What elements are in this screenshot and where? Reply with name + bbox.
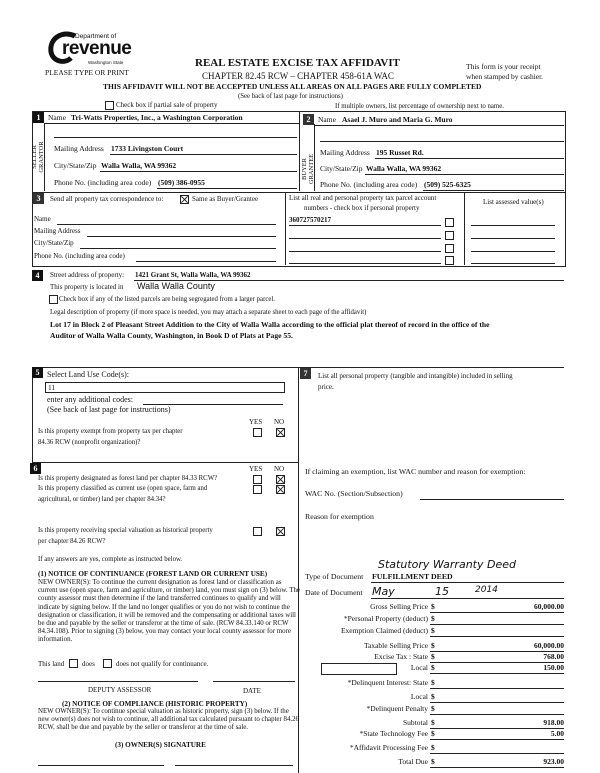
- this-land-label: This land: [38, 660, 65, 668]
- seller-name[interactable]: Tri-Watts Properties, Inc., a Washington Corporation: [71, 113, 243, 122]
- personal-property-checkbox-3[interactable]: [445, 244, 454, 253]
- financial-row-label: *Affidavit Processing Fee: [349, 743, 428, 752]
- form-warning: THIS AFFIDAVIT WILL NOT BE ACCEPTED UNLESS ALL AREAS ON ALL PAGES ARE FULLY COMPLETED: [103, 82, 482, 91]
- buyer-phone-label: Phone No. (including area code): [320, 180, 418, 189]
- financial-row-label: *State Technology Fee: [359, 729, 428, 738]
- financial-row-label: *Delinquent Interest: State: [347, 678, 428, 687]
- financial-row-line: [430, 753, 564, 754]
- legal-description-2[interactable]: Auditor of Walla Walla County, Washington, in Book D of Plats at Page 55.: [50, 331, 293, 340]
- seller-phone-label: Phone No. (including area code): [54, 178, 152, 187]
- currency-symbol: $: [431, 718, 435, 727]
- personal-property-checkbox-2[interactable]: [445, 231, 454, 240]
- does-label: does: [82, 660, 95, 668]
- financial-row-line: [430, 714, 564, 715]
- financial-row-label: Local: [410, 692, 428, 701]
- buyer-city-label: City/State/Zip: [320, 164, 363, 173]
- section-3-number: 3: [33, 193, 44, 204]
- seller-phone[interactable]: (509) 386-0955: [158, 178, 205, 187]
- additional-codes-label: enter any additional codes:: [47, 395, 133, 404]
- seller-side-label: SELLER GRANTOR: [31, 141, 45, 173]
- parcel-header-1: List all real and personal property tax parcel account: [289, 194, 437, 202]
- owner-signature-label: (3) OWNER(S) SIGNATURE: [115, 741, 206, 749]
- land-use-label: Select Land Use Code(s):: [47, 370, 129, 379]
- buyer-mailing[interactable]: 195 Russet Rd.: [376, 148, 424, 157]
- land-use-code: 11: [48, 383, 56, 392]
- personal-property-label-1: List all personal property (tangible and intangible) included in selling: [318, 372, 513, 380]
- historic-q2: per chapter 84.26 RCW?: [38, 538, 106, 545]
- personal-property-label-2: price.: [318, 383, 334, 391]
- s5-no: NO: [274, 418, 285, 426]
- owner-signature-line-1[interactable]: [38, 765, 164, 766]
- segregated-checkbox[interactable]: [49, 295, 58, 304]
- seller-city[interactable]: Walla Walla, WA 99362: [101, 161, 177, 170]
- financial-row-value[interactable]: 150.00: [543, 663, 564, 672]
- send-correspondence-label: Send all property tax correspondence to:: [50, 195, 164, 203]
- form-chapter: CHAPTER 82.45 RCW – CHAPTER 458-61A WAC: [202, 71, 394, 81]
- section-1-number: 1: [33, 112, 44, 123]
- exempt-yes-checkbox[interactable]: [253, 428, 262, 437]
- segregated-label: Check box if any of the listed parcels are being segregated from a larger parcel.: [59, 296, 275, 303]
- s3-phone-label: Phone No. (including area code): [34, 252, 125, 260]
- buyer-side-label: BUYER GRANTEE: [301, 153, 315, 185]
- currency-symbol: $: [431, 641, 435, 650]
- street-address[interactable]: 1421 Grant St, Walla Walla, WA 99362: [135, 271, 251, 279]
- financial-row-value[interactable]: 60,000.00: [534, 602, 564, 611]
- forest-no-checkbox[interactable]: [276, 475, 285, 484]
- please-type: PLEASE TYPE OR PRINT: [45, 68, 129, 77]
- personal-property-checkbox-1[interactable]: [445, 218, 454, 227]
- section-2-number: 2: [303, 114, 314, 125]
- if-yes-note: If any answers are yes, complete as instructed below.: [38, 556, 183, 563]
- deputy-signature-line[interactable]: [38, 681, 198, 682]
- financial-row-line: [430, 702, 564, 703]
- seller-mailing-label: Mailing Address: [54, 144, 104, 153]
- deputy-label: DEPUTY ASSESSOR: [88, 686, 152, 694]
- financial-row-label: *Personal Property (deduct): [343, 614, 428, 623]
- doc-date-year[interactable]: 2014: [475, 585, 498, 595]
- forest-q: Is this property designated as forest land per chapter 84.33 RCW?: [38, 475, 218, 482]
- s3-mailing-label: Mailing Address: [34, 227, 81, 235]
- currency-symbol: $: [431, 729, 435, 738]
- currency-symbol: $: [431, 626, 435, 635]
- doc-type-label: Type of Document: [305, 572, 364, 581]
- buyer-name[interactable]: Asael J. Muro and Maria G. Muro: [342, 115, 453, 124]
- financial-row-value[interactable]: 918.00: [543, 718, 564, 727]
- currency-symbol: $: [431, 663, 435, 672]
- located-label: This property is located in: [50, 283, 124, 291]
- seller-name-label: Name: [48, 113, 66, 122]
- currency-symbol: $: [431, 652, 435, 661]
- notice-2-title: (2) NOTICE OF COMPLIANCE (HISTORIC PROPERTY): [62, 700, 248, 708]
- exempt-no-checkbox[interactable]: [276, 428, 285, 437]
- financial-row-label: Local: [410, 663, 428, 672]
- financial-row-line: [430, 739, 564, 740]
- forest-yes-checkbox[interactable]: [253, 475, 262, 484]
- section-6-number: 6: [30, 463, 41, 474]
- doc-type-handwritten: Statutory Warranty Deed: [378, 558, 516, 571]
- currency-symbol: $: [431, 614, 435, 623]
- financial-row-label: Gross Selling Price: [370, 602, 428, 611]
- financial-row-value[interactable]: 5.00: [550, 729, 564, 738]
- partial-sale-checkbox[interactable]: [105, 101, 114, 110]
- notice-2-text: NEW OWNER(S): To continue special valuation as historic property, sign (3) below. If the new owner(s) does not wish to continue, all additional tax calculated pursuant to chapter 84.26 RCW, shall be due and payable by the seller or transferor at the time of sale.: [38, 708, 300, 732]
- assessed-header: List assessed value(s): [483, 198, 544, 206]
- seller-city-label: City/State/Zip: [54, 161, 97, 170]
- financial-row-line: [430, 728, 564, 729]
- current-use-q1: Is this property classified as current use (open space, farm and: [38, 485, 208, 492]
- buyer-city[interactable]: Walla Walla, WA 99362: [366, 164, 442, 173]
- financial-row-value[interactable]: 923.00: [543, 757, 564, 766]
- currency-symbol: $: [431, 743, 435, 752]
- wac-field[interactable]: [420, 499, 564, 500]
- financial-row-label: Excise Tax : State: [374, 652, 428, 661]
- date-label: DATE: [243, 687, 261, 695]
- exempt-q1: Is this property exempt from property tax per chapter: [38, 428, 183, 435]
- reason-label: Reason for exemption: [305, 512, 374, 521]
- section-4-number: 4: [32, 270, 43, 281]
- financial-row-line: [430, 688, 564, 689]
- currency-symbol: $: [431, 692, 435, 701]
- doc-type[interactable]: FULFILLMENT DEED: [372, 572, 453, 581]
- legal-description-1[interactable]: Lot 17 in Block 2 of Pleasant Street Addition to the City of Walla Walla according to the official plat thereof of record in the office of the: [50, 320, 490, 329]
- owner-signature-line-2[interactable]: [175, 765, 293, 766]
- current-use-no-checkbox[interactable]: [276, 485, 285, 494]
- section-7-number: 7: [300, 368, 311, 379]
- exempt-q2: 84.36 RCW (nonprofit organization)?: [38, 439, 141, 446]
- financial-row-value[interactable]: 60,000.00: [534, 641, 564, 650]
- financial-row-line: [430, 767, 564, 768]
- currency-symbol: $: [431, 602, 435, 611]
- doc-date-day[interactable]: 15: [435, 585, 449, 598]
- qualifies-checkbox[interactable]: [69, 659, 78, 668]
- personal-property-checkbox-4[interactable]: [445, 256, 454, 265]
- logo-state: Washington State: [88, 60, 124, 65]
- land-use-code-field[interactable]: [45, 382, 285, 393]
- parcel-number[interactable]: 360727570217: [289, 216, 331, 224]
- buyer-name-label: Name: [318, 115, 336, 124]
- financial-row-value[interactable]: 768.00: [543, 652, 564, 661]
- historic-no-checkbox[interactable]: [276, 527, 285, 536]
- s6-yes: YES: [249, 465, 263, 473]
- county[interactable]: Walla Walla County: [137, 281, 215, 291]
- notice-1-text: NEW OWNER(S): To continue the current designation as forest land or classification as current use (open space, farm and agriculture, or timber) land, you must sign on (3) below. The county assessor must then determine if the land transferred continues to qualify and will indicate by signing below. If the land no longer qualifies or you do not wish to continue the designation or classification, it will be removed and the compensating or additional taxes will be due and payable by the seller or transferor at the time of sale. (RCW 84.33.140 or RCW 84.34.108). Prior to signing (3) below, you may contact your local county assessor for more information.: [38, 579, 300, 644]
- local-code-field[interactable]: [321, 663, 397, 675]
- financial-row-line: [430, 612, 564, 613]
- financial-row-line: [430, 624, 564, 625]
- current-use-yes-checkbox[interactable]: [253, 485, 262, 494]
- seller-mailing[interactable]: 1733 Livingston Court: [111, 144, 184, 153]
- form-title: REAL ESTATE EXCISE TAX AFFIDAVIT: [195, 57, 400, 69]
- notice-1-title: (1) NOTICE OF CONTINUANCE (FOREST LAND OR CURRENT USE): [38, 570, 268, 578]
- street-label: Street address of property:: [50, 271, 125, 279]
- s6-no: NO: [274, 465, 285, 473]
- s3-name-label: Name: [34, 215, 51, 223]
- currency-symbol: $: [431, 757, 435, 766]
- see-back-note: (See back of last page for instructions): [238, 93, 343, 100]
- same-as-buyer-label: Same as Buyer/Grantee: [192, 195, 259, 203]
- logo-name: revenue: [62, 38, 132, 59]
- legal-label: Legal description of property (if more space is needed, you may attach a separate sheet to each page of the affidavit): [50, 309, 367, 316]
- buyer-mailing-label: Mailing Address: [320, 148, 370, 157]
- financial-row-label: Exemption Claimed (deduct): [340, 626, 428, 635]
- date-line[interactable]: [213, 681, 295, 682]
- section-5-number: 5: [32, 367, 43, 378]
- parcel-header-2: numbers - check box if personal property: [304, 204, 420, 212]
- historic-q1: Is this property receiving special valuation as historical property: [38, 527, 213, 534]
- current-use-q2: agricultural, or timber) land per chapter 84.34?: [38, 496, 166, 503]
- doc-date-month[interactable]: May: [372, 585, 395, 598]
- partial-sale-label: Check box if partial sale of property: [116, 101, 218, 109]
- financial-row-line: [430, 636, 564, 637]
- s3-city-label: City/State/Zip: [34, 239, 74, 247]
- multiple-owners-note: If multiple owners, list percentage of ownership next to name.: [335, 103, 504, 110]
- financial-row-label: Total Due: [398, 757, 428, 766]
- s5-see-back: (See back of last page for instructions): [47, 405, 171, 414]
- historic-yes-checkbox[interactable]: [253, 527, 262, 536]
- same-as-buyer-checkbox[interactable]: [180, 195, 189, 204]
- doc-date-label: Date of Document: [305, 588, 363, 597]
- exemption-label: If claiming an exemption, list WAC number and reason for exemption:: [305, 467, 526, 476]
- financial-row-label: *Delinquent Penalty: [366, 704, 428, 713]
- does-not-label: does not qualify for continuance.: [116, 660, 209, 668]
- financial-row-label: Subtotal: [402, 718, 428, 727]
- logo-dept: Department of: [75, 33, 117, 40]
- wac-label: WAC No. (Section/Subsection): [305, 489, 403, 498]
- receipt-note-1: This form is your receipt: [466, 62, 541, 71]
- currency-symbol: $: [431, 704, 435, 713]
- receipt-note-2: when stamped by cashier.: [466, 72, 544, 81]
- s5-yes: YES: [249, 418, 263, 426]
- financial-row-label: Taxable Selling Price: [363, 641, 428, 650]
- buyer-phone[interactable]: (509) 525-6325: [424, 180, 471, 189]
- not-qualifies-checkbox[interactable]: [103, 659, 112, 668]
- financial-row-line: [430, 673, 564, 674]
- currency-symbol: $: [431, 678, 435, 687]
